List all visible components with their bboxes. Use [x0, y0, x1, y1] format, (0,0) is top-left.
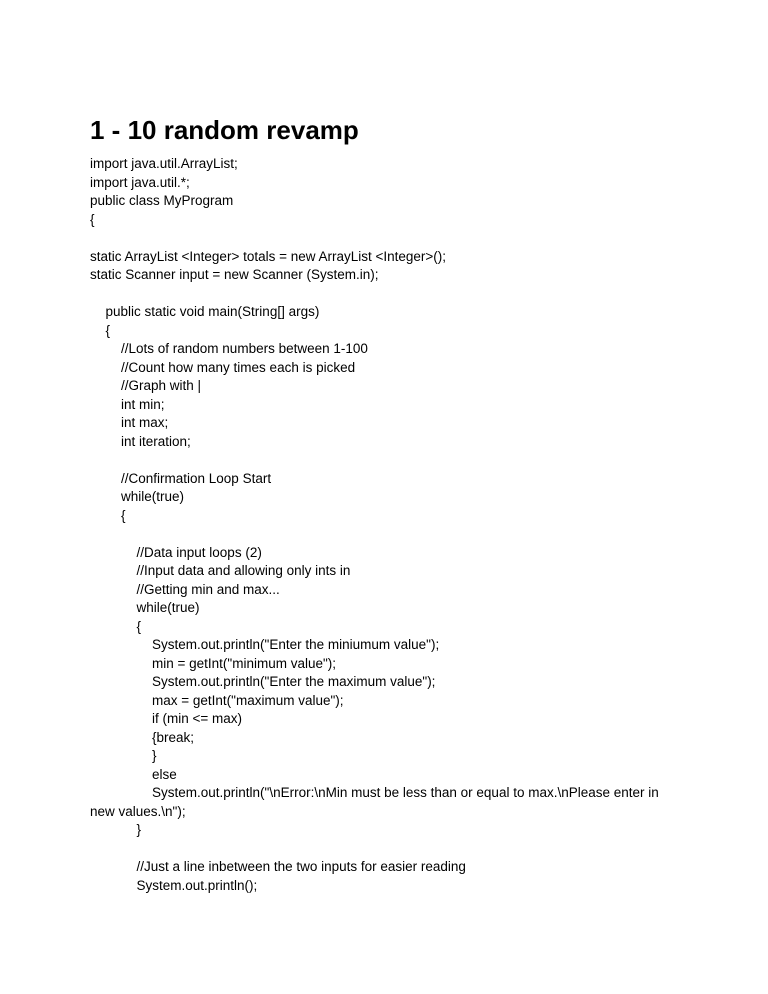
code-line: System.out.println(); — [136, 877, 258, 893]
code-line: //Count how many times each is picked — [121, 359, 356, 375]
code-line: } — [136, 822, 142, 837]
code-line — [90, 229, 690, 248]
code-line: import java.util.*; — [90, 174, 190, 190]
code-body — [90, 155, 690, 895]
code-line — [90, 525, 690, 544]
code-line: public class MyProgram — [90, 193, 234, 208]
document-title: 1 - 10 random revamp — [90, 115, 359, 145]
code-line: import java.util.ArrayList; — [90, 156, 238, 171]
code-line: //Graph with | — [121, 378, 202, 393]
code-line: //Data input loops (2) — [136, 544, 262, 560]
code-line: max = getInt("maximum value"); — [152, 692, 344, 708]
code-line: } — [152, 748, 157, 763]
code-line: static ArrayList <Integer> totals = new ArrayList <Integer>(); — [90, 248, 447, 264]
code-line: { — [121, 507, 126, 523]
code-line: static Scanner input = new Scanner (System.in); — [90, 267, 379, 282]
code-line: System.out.println("\nError:\nMin must be less than or equal to max.\nPlease enter in — [152, 785, 659, 800]
code-line: min = getInt("minimum value"); — [152, 655, 337, 671]
code-line: while(true) — [121, 489, 185, 504]
code-line: int max; — [121, 415, 169, 430]
code-line: //Just a line inbetween the two inputs for easier reading — [136, 859, 466, 874]
code-line — [90, 840, 690, 859]
code-line: { — [136, 618, 142, 634]
code-line: int iteration; — [121, 433, 191, 449]
code-line: //Lots of random numbers between 1-100 — [121, 341, 368, 356]
code-line: System.out.println("Enter the maximum value"); — [152, 674, 436, 689]
code-line: { — [90, 211, 95, 227]
code-line: while(true) — [136, 600, 200, 615]
code-line — [90, 285, 690, 304]
code-line: if (min <= max) — [152, 711, 243, 726]
code-line: //Confirmation Loop Start — [121, 470, 272, 486]
code-line: new values.\n"); — [90, 803, 186, 819]
code-line: //Getting min and max... — [136, 581, 280, 597]
code-line: { — [105, 322, 111, 338]
code-line: System.out.println("Enter the miniumum value"); — [152, 637, 440, 652]
code-line: {break; — [152, 729, 195, 745]
code-line — [90, 451, 690, 470]
code-line: public static void main(String[] args) — [105, 304, 320, 319]
code-line: else — [152, 766, 177, 782]
code-line: int min; — [121, 396, 165, 412]
code-line: //Input data and allowing only ints in — [136, 563, 351, 578]
